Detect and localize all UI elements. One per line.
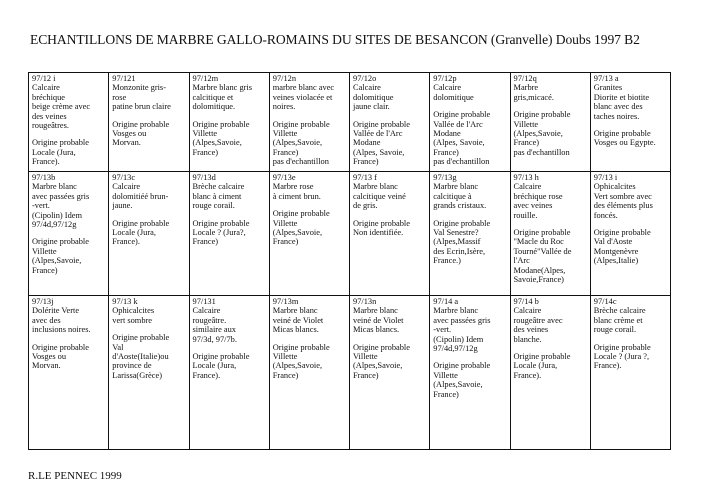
sample-origin: Origine probable Non identifiée. <box>353 218 410 238</box>
sample-note: pas d'echantillon <box>272 157 329 167</box>
sample-description: marbre blanc avec veines violacée et noires. <box>272 83 335 112</box>
sample-code: 97/13 a <box>593 74 619 83</box>
sample-cell <box>430 73 510 172</box>
sample-cell <box>189 73 269 172</box>
sample-code: 97/12o <box>353 74 377 83</box>
sample-code: 97/14 a <box>433 297 459 306</box>
sample-code: 97/13d <box>192 173 216 182</box>
table-row <box>29 172 671 296</box>
sample-code: 97/13 k <box>112 297 138 306</box>
sample-cell <box>189 296 269 450</box>
sample-cell <box>29 73 109 172</box>
sample-origin: Origine probable Villette (Alpes,Savoie, France) <box>272 342 330 380</box>
sample-code: 97/12n <box>272 74 297 83</box>
sample-note: pas d'echantillon <box>433 157 490 167</box>
sample-origin: Origine probable Villette (Alpes,Savoie, France) <box>32 237 89 275</box>
sample-code: 97/14c <box>593 297 617 306</box>
sample-origin: Origine probable Villette (Alpes,Savoie, France) <box>272 119 330 157</box>
sample-origin: Origine probable Vallée de l'Arc Modane (Alpes, Savoie, France) <box>353 119 410 167</box>
sample-cell <box>109 73 189 172</box>
sample-origin: Origine probable Vosges ou Morvan. <box>112 119 170 148</box>
sample-code: 97/12m <box>192 74 219 83</box>
samples-table-body <box>29 73 671 450</box>
sample-origin: Origine probable Val Senestre? (Alpes,Massif des Ecrin,Isère, France.) <box>433 218 491 266</box>
sample-description: Calcaire dolomitique <box>433 83 474 102</box>
sample-cell <box>590 73 670 172</box>
sample-description: Calcaire rougeâtre. similaire aux 97/3d, 97/7b. <box>192 306 237 344</box>
sample-cell <box>350 296 430 450</box>
sample-code: 97/14 b <box>513 297 539 306</box>
sample-description: Monzonite gris- rose patine brun claire <box>112 83 171 112</box>
sample-cell <box>350 73 430 172</box>
sample-cell <box>269 296 349 450</box>
sample-description: Calcaire dolomitique jaune clair. <box>353 83 394 112</box>
sample-code: 97/13c <box>112 173 136 182</box>
sample-origin: Origine probable Locale ? (Jura ?, France). <box>593 342 651 371</box>
sample-origin: Origine probable "Macle du Roc Tourné"Vallée de l'Arc Modane(Alpes, Savoie,France) <box>513 228 572 285</box>
sample-description: Marbre blanc calcitique veiné de gris. <box>353 182 406 211</box>
sample-cell <box>590 172 670 296</box>
sample-description: Marbre blanc veiné de Violet Micas blancs. <box>272 306 324 335</box>
sample-cell <box>269 73 349 172</box>
sample-description: Ophicalcites vert sombre <box>112 306 155 325</box>
sample-origin: Origine probable Vallée de l'Arc Modane (Alpes, Savoie, France) <box>433 110 491 157</box>
sample-description: Ophicalcites Vert sombre avec des éléments plus foncés. <box>593 182 653 220</box>
sample-description: Marbre blanc avec passées gris -vert. (Cipolin) Idem 97/4d,97/12g <box>32 182 90 230</box>
sample-cell <box>510 296 590 450</box>
sample-code: 97/13j <box>32 297 54 306</box>
sample-code: 97/13b <box>32 173 56 182</box>
sample-description: Calcaire bréchique rose avec veines rouille. <box>513 182 563 220</box>
sample-code: 97/13 f <box>353 173 377 182</box>
sample-note: pas d'echantillon <box>513 147 570 157</box>
sample-description: Granites Diorite et biotite blanc avec des taches noires. <box>593 83 650 121</box>
sample-code: 97/131 <box>192 297 216 306</box>
sample-origin: Origine probable Locale (Jura, France). <box>32 138 89 167</box>
sample-description: Marbre blanc gris calcitique et dolomitique. <box>192 83 253 112</box>
sample-cell <box>350 172 430 296</box>
sample-cell <box>109 296 189 450</box>
sample-description: Brèche calcaire blanc à ciment rouge corail. <box>192 182 245 211</box>
sample-code: 97/121 <box>112 74 136 83</box>
sample-code: 97/12p <box>433 74 457 83</box>
sample-origin: Origine probable Villette (Alpes,Savoie, France) <box>272 209 330 247</box>
sample-code: 97/13n <box>353 297 377 306</box>
sample-cell <box>510 172 590 296</box>
sample-code: 97/13 i <box>593 173 618 182</box>
sample-origin: Origine probable Val d'Aoste(Italie)ou province de Larissa(Grèce) <box>112 333 170 380</box>
document-title: ECHANTILLONS DE MARBRE GALLO-ROMAINS DU SITES DE BESANCON (Granvelle) Doubs 1997 B2 <box>30 32 640 47</box>
sample-cell <box>29 296 109 450</box>
table-row <box>29 73 671 172</box>
sample-origin: Origine probable Val d'Aoste Montgenèvre (Alpes,Italie) <box>593 228 651 266</box>
sample-code: 97/13m <box>272 297 299 306</box>
sample-origin: Origine probable Villette (Alpes,Savoie, France) <box>353 342 410 380</box>
sample-origin: Origine probable Villette (Alpes,Savoie, France) <box>192 119 250 157</box>
sample-description: Marbre blanc avec passées gris -vert. (Cipolin) Idem 97/4d,97/12g <box>433 306 491 354</box>
sample-cell <box>29 172 109 296</box>
sample-origin: Origine probable Locale ? (Jura?, France) <box>192 218 250 247</box>
sample-origin: Origine probable Vosges ou Egypte. <box>593 129 656 148</box>
sample-description: Marbre blanc calcitique à grands cristaux. <box>433 182 487 211</box>
sample-code: 97/13e <box>272 173 296 182</box>
author-footer: R.LE PENNEC 1999 <box>28 470 122 482</box>
sample-description: Marbre gris,micacé. <box>513 83 554 102</box>
sample-description: Marbre rose à ciment brun. <box>272 182 321 201</box>
sample-cell <box>430 172 510 296</box>
sample-cell <box>269 172 349 296</box>
sample-origin: Origine probable Villette (Alpes,Savoie, France) <box>513 110 571 148</box>
sample-origin: Origine probable Locale (Jura, France). <box>192 352 250 380</box>
sample-description: Calcaire dolomitiéé brun- jaune. <box>112 182 169 211</box>
sample-description: Calcaire rougeâtre avec des veines blanche. <box>513 306 563 344</box>
sample-cell <box>189 172 269 296</box>
sample-origin: Origine probable Vosges ou Morvan. <box>32 342 89 371</box>
sample-description: Marbre blanc veiné de Violet Micas blancs. <box>353 306 404 335</box>
sample-cell <box>109 172 189 296</box>
sample-description: Calcaire bréchique beige crème avec des veines rougeâtres. <box>32 83 91 131</box>
sample-description: Brèche calcaire blanc crème et rouge corail. <box>593 306 646 335</box>
samples-table <box>28 72 671 450</box>
sample-code: 97/13g <box>433 173 457 182</box>
sample-code: 97/13 h <box>513 173 539 182</box>
sample-cell <box>510 73 590 172</box>
sample-origin: Origine probable Villette (Alpes,Savoie, France) <box>433 361 491 399</box>
sample-code: 97/12 i <box>32 74 56 83</box>
table-row <box>29 296 671 450</box>
sample-code: 97/12q <box>513 74 537 83</box>
sample-origin: Origine probable Locale (Jura, France). <box>112 218 170 247</box>
sample-cell <box>430 296 510 450</box>
sample-origin: Origine probable Locale (Jura, France). <box>513 352 571 380</box>
sample-cell <box>590 296 670 450</box>
sample-description: Dolérite Verte avec des inclusions noires. <box>32 306 91 335</box>
